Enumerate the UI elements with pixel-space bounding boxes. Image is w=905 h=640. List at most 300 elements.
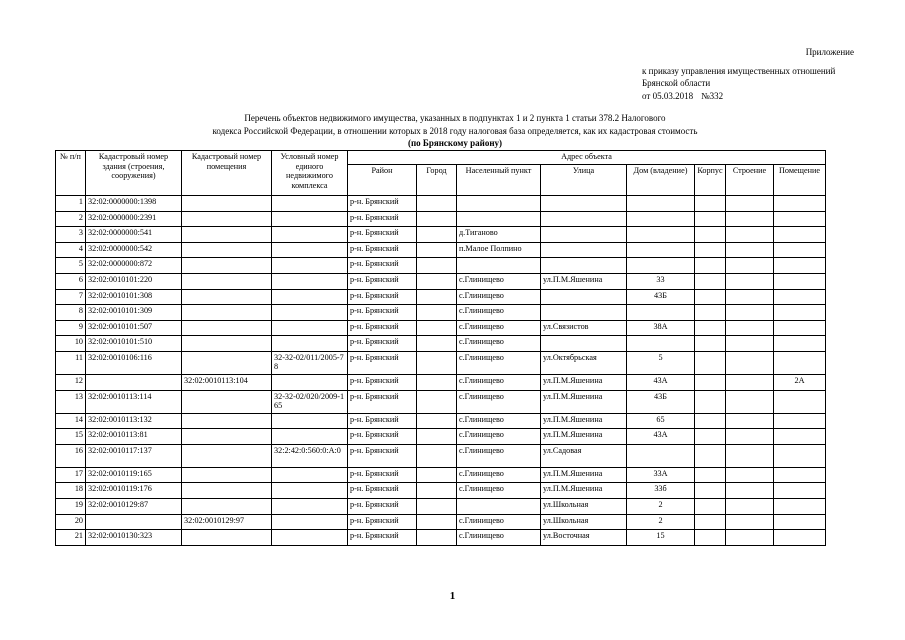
cell-korpus [695,242,726,258]
header-cad-building: Кадастровый номер здания (строения, сооружения) [86,151,182,196]
cell-cad-room [182,196,272,212]
cell-cond-number: 32-32-02/020/2009-165 [272,390,348,413]
cell-cad-building: 32:02:0010117:137 [86,444,182,467]
cell-num: 13 [56,390,86,413]
cell-district: р-н. Брянский [348,289,417,305]
cell-korpus [695,498,726,514]
cell-room [774,444,826,467]
cell-korpus [695,211,726,227]
cell-street [541,227,627,243]
cell-room [774,227,826,243]
cell-street: ул.Октябрьская [541,351,627,374]
cell-stroenie [726,413,774,429]
cell-stroenie [726,444,774,467]
cell-room [774,483,826,499]
page-number: 1 [449,590,456,602]
table-row [56,530,826,546]
cell-city [417,390,457,413]
cell-district: р-н. Брянский [348,498,417,514]
cell-korpus [695,390,726,413]
cell-stroenie [726,483,774,499]
cell-cad-building [86,374,182,390]
cell-stroenie [726,351,774,374]
table-row [56,444,826,467]
table-row [56,498,826,514]
cell-house: 38А [627,320,695,336]
table-row [56,467,826,483]
cell-cad-building: 32:02:0000000:542 [86,242,182,258]
cell-korpus [695,514,726,530]
cell-district: р-н. Брянский [348,258,417,274]
header-num: № п/п [56,151,86,196]
cell-stroenie [726,514,774,530]
cell-city [417,242,457,258]
cell-cond-number [272,467,348,483]
cell-cad-building: 32:02:0010113:132 [86,413,182,429]
cell-settlement: п.Малое Полпино [457,242,541,258]
cell-num: 15 [56,429,86,445]
table-row [56,196,826,212]
cell-settlement: с.Глинищево [457,351,541,374]
header-house: Дом (владение) [627,165,695,196]
cell-district: р-н. Брянский [348,242,417,258]
cell-house: 33б [627,483,695,499]
cell-cad-building: 32:02:0010101:308 [86,289,182,305]
cell-cad-room [182,429,272,445]
cell-cad-room [182,227,272,243]
cell-cad-room [182,211,272,227]
cell-district: р-н. Брянский [348,429,417,445]
cell-city [417,351,457,374]
cell-city [417,444,457,467]
cell-cad-building: 32:02:0000000:541 [86,227,182,243]
cell-num: 9 [56,320,86,336]
cell-cad-room [182,467,272,483]
cell-house [627,196,695,212]
cell-city [417,530,457,546]
cell-street: ул.Школьная [541,498,627,514]
cell-city [417,227,457,243]
table-row [56,305,826,321]
cell-city [417,211,457,227]
cell-cad-room [182,413,272,429]
cell-city [417,258,457,274]
cell-street: ул.П.М.Яшенина [541,429,627,445]
cell-cad-room [182,390,272,413]
cell-stroenie [726,211,774,227]
appendix-order-number: №332 [701,90,724,101]
cell-settlement: с.Глинищево [457,444,541,467]
cell-stroenie [726,374,774,390]
cell-cad-building: 32:02:0010113:81 [86,429,182,445]
cell-room [774,289,826,305]
cell-district: р-н. Брянский [348,374,417,390]
cell-house: 43Б [627,390,695,413]
title-line-2: кодекса Российской Федерации, в отношении которых в 2018 году налоговая база определяется, как их кадастровая стоимость [212,125,698,136]
cell-room [774,498,826,514]
cell-city [417,514,457,530]
cell-stroenie [726,467,774,483]
cell-korpus [695,351,726,374]
cell-house [627,211,695,227]
cell-cad-building: 32:02:0010119:165 [86,467,182,483]
cell-num: 4 [56,242,86,258]
cell-cad-building: 32:02:0010101:309 [86,305,182,321]
cell-num: 3 [56,227,86,243]
property-table [55,150,826,546]
cell-room [774,196,826,212]
cell-stroenie [726,336,774,352]
cell-cad-building: 32:02:0000000:2391 [86,211,182,227]
cell-cond-number [272,305,348,321]
cell-street: ул.П.М.Яшенина [541,390,627,413]
table-row [56,320,826,336]
appendix-label: Приложение [805,47,854,57]
cell-room [774,514,826,530]
cell-cad-room [182,498,272,514]
appendix-date: от 05.03.2018 [642,90,694,101]
cell-room [774,413,826,429]
cell-cond-number [272,514,348,530]
header-district: Район [348,165,417,196]
cell-cond-number: 32-32-02/011/2005-78 [272,351,348,374]
cell-room: 2А [774,374,826,390]
cell-cad-building: 32:02:0010101:220 [86,273,182,289]
cell-cad-room [182,258,272,274]
table-body [56,196,826,546]
cell-street: ул.Связистов [541,320,627,336]
cell-cad-room [182,242,272,258]
table-row [56,289,826,305]
cell-city [417,196,457,212]
title-line-1: Перечень объектов недвижимого имущества, указанных в подпунктах 1 и 2 пункта 1 статьи 378.2 Налогового [244,113,666,123]
table-row [56,258,826,274]
cell-korpus [695,530,726,546]
cell-cad-room [182,351,272,374]
cell-cad-room [182,305,272,321]
cell-stroenie [726,196,774,212]
header-address: Адрес объекта [348,151,826,165]
table-row [56,351,826,374]
cell-room [774,351,826,374]
cell-num: 7 [56,289,86,305]
cell-street [541,242,627,258]
header-korpus: Корпус [695,165,726,196]
cell-street: ул.Садовая [541,444,627,467]
cell-district: р-н. Брянский [348,467,417,483]
cell-korpus [695,273,726,289]
cell-city [417,320,457,336]
cell-district: р-н. Брянский [348,483,417,499]
cell-district: р-н. Брянский [348,211,417,227]
cell-room [774,273,826,289]
cell-cad-building: 32:02:0000000:872 [86,258,182,274]
cell-cad-building: 32:02:0010101:507 [86,320,182,336]
cell-cond-number [272,374,348,390]
header-city: Город [417,165,457,196]
table-row [56,514,826,530]
cell-settlement: д.Тиганово [457,227,541,243]
cell-district: р-н. Брянский [348,351,417,374]
cell-cond-number [272,483,348,499]
cell-street: ул.П.М.Яшенина [541,374,627,390]
cell-korpus [695,336,726,352]
cell-house: 33А [627,467,695,483]
cell-cad-building: 32:02:0010106:116 [86,351,182,374]
cell-street [541,196,627,212]
cell-settlement: с.Глинищево [457,514,541,530]
cell-city [417,498,457,514]
cell-settlement: с.Глинищево [457,273,541,289]
appendix-date-line [642,90,882,103]
cell-settlement: с.Глинищево [457,413,541,429]
cell-cond-number [272,320,348,336]
cell-house [627,444,695,467]
cell-district: р-н. Брянский [348,444,417,467]
cell-house: 2 [627,514,695,530]
cell-korpus [695,429,726,445]
cell-cond-number [272,242,348,258]
cell-settlement: с.Глинищево [457,305,541,321]
cell-district: р-н. Брянский [348,305,417,321]
cell-num: 14 [56,413,86,429]
cell-city [417,483,457,499]
header-cond-number: Условный номер единого недвижимого комплекса [272,151,348,196]
cell-settlement: с.Глинищево [457,289,541,305]
table-row [56,242,826,258]
cell-settlement: с.Глинищево [457,429,541,445]
appendix-block [642,46,882,102]
cell-cond-number [272,196,348,212]
cell-num: 12 [56,374,86,390]
table-row [56,336,826,352]
cell-house: 43А [627,374,695,390]
cell-room [774,429,826,445]
cell-street: ул.П.М.Яшенина [541,483,627,499]
cell-cad-building: 32:02:0010130:323 [86,530,182,546]
cell-num: 21 [56,530,86,546]
cell-room [774,320,826,336]
cell-house: 33 [627,273,695,289]
cell-korpus [695,227,726,243]
cell-district: р-н. Брянский [348,336,417,352]
cell-city [417,305,457,321]
cell-cad-room [182,444,272,467]
table-row [56,413,826,429]
cell-house [627,227,695,243]
cell-room [774,242,826,258]
cell-house [627,242,695,258]
cell-street: ул.Восточная [541,530,627,546]
cell-stroenie [726,390,774,413]
cell-house: 43Б [627,289,695,305]
cell-korpus [695,305,726,321]
table-row [56,374,826,390]
cell-settlement: с.Глинищево [457,483,541,499]
cell-street [541,305,627,321]
cell-city [417,336,457,352]
cell-street: ул.П.М.Яшенина [541,467,627,483]
appendix-order-line1: к приказу управления имущественных отношений [642,65,836,76]
cell-korpus [695,483,726,499]
cell-korpus [695,320,726,336]
table-row [56,429,826,445]
cell-cad-building: 32:02:0000000:1398 [86,196,182,212]
cell-district: р-н. Брянский [348,390,417,413]
cell-cad-room [182,483,272,499]
cell-city [417,467,457,483]
cell-korpus [695,196,726,212]
cell-district: р-н. Брянский [348,413,417,429]
cell-cond-number [272,413,348,429]
cell-room [774,211,826,227]
cell-cond-number [272,498,348,514]
cell-korpus [695,374,726,390]
cell-cond-number [272,258,348,274]
cell-settlement: с.Глинищево [457,467,541,483]
cell-street: ул.Школьная [541,514,627,530]
cell-district: р-н. Брянский [348,227,417,243]
cell-house [627,336,695,352]
cell-num: 18 [56,483,86,499]
cell-street [541,336,627,352]
cell-settlement [457,258,541,274]
cell-house: 65 [627,413,695,429]
cell-num: 2 [56,211,86,227]
cell-num: 11 [56,351,86,374]
title-line-3: (по Брянскому району) [407,138,503,148]
cell-house: 15 [627,530,695,546]
cell-stroenie [726,305,774,321]
cell-street [541,289,627,305]
cell-cond-number [272,227,348,243]
cell-city [417,273,457,289]
cell-room [774,467,826,483]
cell-city [417,289,457,305]
cell-stroenie [726,227,774,243]
cell-stroenie [726,258,774,274]
cell-cad-building: 32:02:0010129:87 [86,498,182,514]
header-settlement: Населенный пункт [457,165,541,196]
cell-num: 8 [56,305,86,321]
cell-stroenie [726,320,774,336]
cell-stroenie [726,273,774,289]
cell-stroenie [726,530,774,546]
cell-cond-number [272,289,348,305]
cell-house: 5 [627,351,695,374]
cell-room [774,305,826,321]
cell-cad-building [86,514,182,530]
cell-num: 17 [56,467,86,483]
cell-cad-room [182,320,272,336]
cell-district: р-н. Брянский [348,530,417,546]
cell-street [541,211,627,227]
cell-cond-number [272,530,348,546]
cell-num: 6 [56,273,86,289]
cell-num: 1 [56,196,86,212]
document-title [90,112,820,150]
cell-cad-room: 32:02:0010129:97 [182,514,272,530]
cell-settlement: с.Глинищево [457,336,541,352]
cell-cond-number [272,336,348,352]
cell-settlement [457,211,541,227]
cell-cond-number [272,211,348,227]
cell-num: 19 [56,498,86,514]
appendix-order-line2: Брянской области [642,78,711,88]
header-stroenie: Строение [726,165,774,196]
cell-cad-building: 32:02:0010113:114 [86,390,182,413]
cell-korpus [695,444,726,467]
cell-korpus [695,467,726,483]
table-row [56,483,826,499]
cell-cond-number: 32:2:42:0:560:0:А:0 [272,444,348,467]
cell-room [774,336,826,352]
cell-num: 5 [56,258,86,274]
cell-settlement: с.Глинищево [457,374,541,390]
cell-cad-room [182,530,272,546]
cell-house [627,305,695,321]
cell-cad-room [182,273,272,289]
cell-settlement: с.Глинищево [457,320,541,336]
cell-house: 2 [627,498,695,514]
cell-stroenie [726,429,774,445]
cell-room [774,390,826,413]
cell-stroenie [726,242,774,258]
cell-korpus [695,413,726,429]
cell-district: р-н. Брянский [348,196,417,212]
header-room: Помещение [774,165,826,196]
cell-district: р-н. Брянский [348,273,417,289]
table-row [56,273,826,289]
cell-cond-number [272,273,348,289]
cell-street: ул.П.М.Яшенина [541,413,627,429]
cell-num: 16 [56,444,86,467]
cell-street: ул.П.М.Яшенина [541,273,627,289]
cell-street [541,258,627,274]
table-row [56,390,826,413]
cell-korpus [695,258,726,274]
table-row [56,227,826,243]
cell-num: 10 [56,336,86,352]
header-cad-room: Кадастровый номер помещения [182,151,272,196]
cell-cad-room: 32:02:0010113:104 [182,374,272,390]
cell-city [417,429,457,445]
cell-settlement [457,196,541,212]
cell-cad-building: 32:02:0010101:510 [86,336,182,352]
cell-house: 43А [627,429,695,445]
cell-city [417,413,457,429]
cell-settlement: с.Глинищево [457,530,541,546]
cell-settlement [457,498,541,514]
cell-cond-number [272,429,348,445]
cell-stroenie [726,289,774,305]
cell-stroenie [726,498,774,514]
cell-district: р-н. Брянский [348,320,417,336]
cell-district: р-н. Брянский [348,514,417,530]
cell-settlement: с.Глинищево [457,390,541,413]
cell-room [774,530,826,546]
cell-num: 20 [56,514,86,530]
cell-cad-room [182,289,272,305]
header-street: Улица [541,165,627,196]
cell-korpus [695,289,726,305]
cell-room [774,258,826,274]
cell-house [627,258,695,274]
cell-cad-room [182,336,272,352]
cell-cad-building: 32:02:0010119:176 [86,483,182,499]
cell-city [417,374,457,390]
table-row [56,211,826,227]
